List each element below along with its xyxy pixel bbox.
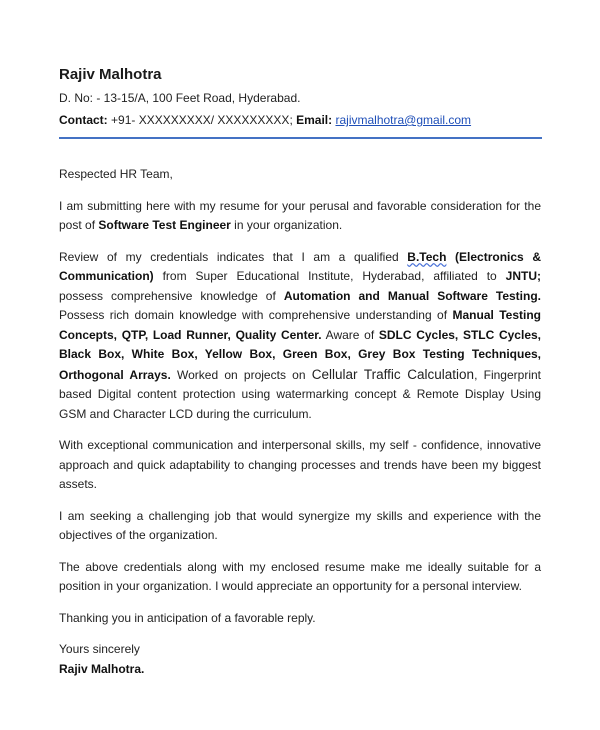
p2-text-1: Review of my credentials indicates that I am a qualified [59, 249, 408, 264]
salutation: Respected HR Team, [59, 167, 173, 181]
email-label: Email: [296, 113, 333, 127]
p2-text-5: Aware of [321, 327, 379, 342]
valediction: Yours sincerely [59, 642, 140, 656]
p2-tools: Manual Testing Concepts, QTP, Load Runner, Quality Center. [59, 308, 542, 342]
paragraph-2 [59, 248, 541, 425]
p2-techniques: SDLC Cycles, STLC Cycles, Black Box, White Box, Yellow Box, Green Box, Grey Box Testing Techniques, Orthogonal Arrays. [59, 327, 541, 382]
p2-branch: (Electronics & Communication) [59, 249, 541, 283]
contact-label: Contact: [59, 113, 108, 127]
paragraph-5: The above credentials along with my enclosed resume make me ideally suitable for a position in your organization. I would appreciate an opportunity for a personal interview. [59, 559, 541, 593]
p2-degree: B.Tech [407, 249, 447, 264]
p2-project-title: Cellular Traffic Calculation [311, 366, 475, 382]
contact-phone: +91- XXXXXXXXX/ XXXXXXXXX; [111, 113, 293, 127]
signature: Rajiv Malhotra. [59, 661, 145, 676]
p1-text-1: I am submitting here with my resume for your perusal and favorable consideration for the post of [59, 198, 541, 232]
header-divider [59, 137, 542, 139]
sender-contact [59, 112, 541, 128]
paragraph-4: I am seeking a challenging job that would synergize my skills and experience with the objectives of the organization. [59, 508, 541, 542]
sender-name: Rajiv Malhotra [59, 66, 162, 83]
paragraph-3: With exceptional communication and interpersonal skills, my self - confidence, innovative approach and quick adaptability to changing processes and trends have been my biggest assets. [59, 438, 541, 491]
p2-testing-knowledge: Automation and Manual Software Testing. [283, 288, 541, 303]
p2-text-4: Possess rich domain knowledge with comprehensive understanding of [59, 308, 453, 322]
p2-text-2: from Super Educational Institute, Hyderabad, affiliated to [153, 269, 506, 283]
sender-address: D. No: - 13-15/A, 100 Feet Road, Hyderabad. [59, 91, 301, 105]
paragraph-6: Thanking you in anticipation of a favorable reply. [59, 610, 316, 625]
p1-position: Software Test Engineer [98, 218, 231, 232]
cover-letter [59, 66, 541, 679]
p2-university: JNTU; [505, 269, 541, 283]
p2-text-7: , Fingerprint based Digital content protection using watermarking concept & Remote Display Using GSM and Character LCD during the curriculum. [59, 367, 541, 421]
p2-text-6: Worked on projects on [170, 367, 312, 382]
p1-text-2: in your organization. [230, 218, 343, 232]
paragraph-1 [59, 197, 541, 236]
email-link[interactable]: rajivmalhotra@gmail.com [335, 113, 472, 127]
p2-text-3: possess comprehensive knowledge of [59, 288, 284, 303]
